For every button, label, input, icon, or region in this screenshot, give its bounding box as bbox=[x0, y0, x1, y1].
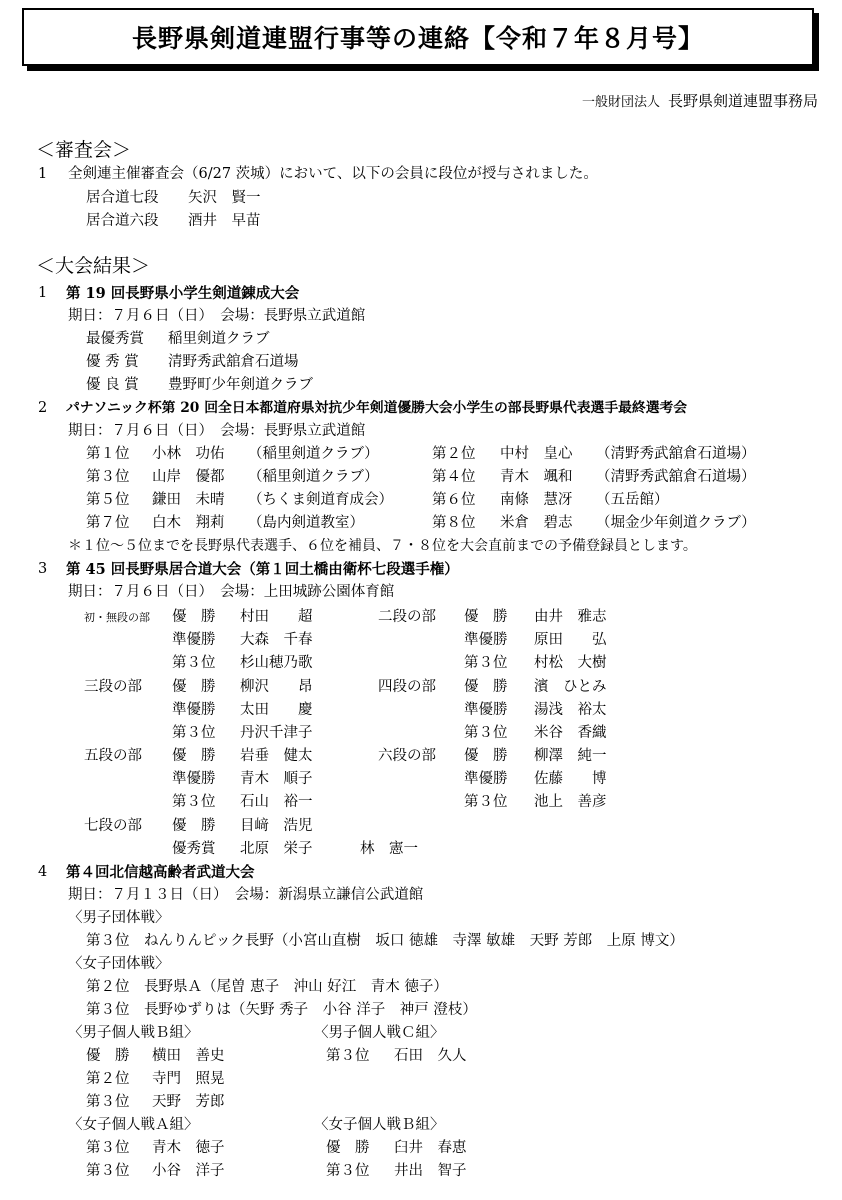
placing-rank: 準優勝 bbox=[464, 632, 508, 648]
placing-name: 林 憲一 bbox=[360, 841, 418, 857]
placing-club: （堀金少年剣道クラブ） bbox=[596, 515, 756, 531]
category-heading: 〈女子団体戦〉 bbox=[68, 956, 170, 972]
placing-rank: 第３位 bbox=[464, 794, 508, 810]
team-result: 第２位 長野県Ａ（尾曽 恵子 沖山 好江 青木 徳子） bbox=[86, 979, 448, 995]
tournament-date: 期日：７月６日（日） 会場：長野県立武道館 bbox=[68, 423, 366, 439]
award-winner: 稲里剣道クラブ bbox=[168, 331, 270, 347]
shinsa-intro: 全剣連主催審査会（6/27 茨城）において、以下の会員に段位が授与されました。 bbox=[68, 166, 598, 182]
placing-club: （五岳館） bbox=[596, 492, 669, 508]
placing-rank: 第３位 bbox=[326, 1163, 370, 1179]
placing-name: 岩垂 健太 bbox=[240, 748, 313, 764]
placing-rank: 優 勝 bbox=[172, 748, 216, 764]
item-number: 2 bbox=[38, 400, 48, 416]
placing-club: （稲里剣道クラブ） bbox=[248, 469, 379, 485]
item-number: 1 bbox=[38, 285, 48, 301]
category-heading: 〈男子団体戦〉 bbox=[68, 910, 170, 926]
member-name: 酒井 早苗 bbox=[188, 213, 261, 229]
placing-rank: 優 勝 bbox=[464, 609, 508, 625]
placing-rank: 第３位 bbox=[172, 794, 216, 810]
placing-club: （島内剣道教室） bbox=[248, 515, 364, 531]
division-label: 初・無段の部 bbox=[84, 611, 150, 624]
org-prefix: 一般財団法人 bbox=[581, 95, 660, 110]
placing-name: 北原 栄子 bbox=[240, 841, 313, 857]
tournament-title: パナソニック杯第 20 回全日本都道府県対抗少年剣道優勝大会小学生の部長野県代表選手最終選考会 bbox=[66, 400, 688, 416]
placing-name: 中村 皇心 bbox=[500, 446, 573, 462]
placing-rank: 優 勝 bbox=[464, 748, 508, 764]
award-label: 最優秀賞 bbox=[86, 331, 144, 347]
category-heading: 〈女子個人戦Ｂ組〉 bbox=[314, 1117, 445, 1133]
placing-rank: 準優勝 bbox=[464, 702, 508, 718]
placing-name: 池上 善彦 bbox=[534, 794, 607, 810]
placing-rank: 第７位 bbox=[86, 515, 130, 531]
member-name: 矢沢 賢一 bbox=[188, 190, 261, 206]
tournament-date: 期日：７月１３日（日） 会場：新潟県立謙信公武道館 bbox=[68, 887, 424, 903]
placing-rank: 第３位 bbox=[464, 655, 508, 671]
placing-name: 鎌田 未晴 bbox=[152, 492, 225, 508]
placing-rank: 準優勝 bbox=[464, 771, 508, 787]
placing-name: 横田 善史 bbox=[152, 1048, 225, 1064]
placing-name: 臼井 春恵 bbox=[394, 1140, 467, 1156]
placing-name: 村田 超 bbox=[240, 609, 313, 625]
placing-name: 目﨑 浩児 bbox=[240, 818, 313, 834]
placing-name: 天野 芳郎 bbox=[152, 1094, 225, 1110]
placing-rank: 第６位 bbox=[432, 492, 476, 508]
tournament-date: 期日：７月６日（日） 会場：長野県立武道館 bbox=[68, 308, 366, 324]
placing-name: 石田 久人 bbox=[394, 1048, 467, 1064]
placing-club: （清野秀武舘倉石道場） bbox=[596, 469, 756, 485]
placing-name: 青木 徳子 bbox=[152, 1140, 225, 1156]
placing-rank: 第５位 bbox=[86, 492, 130, 508]
page-title: 長野県剣道連盟行事等の連絡【令和７年８月号】 bbox=[22, 8, 814, 66]
placing-rank: 優 勝 bbox=[172, 679, 216, 695]
tournament-date: 期日：７月６日（日） 会場：上田城跡公園体育館 bbox=[68, 584, 395, 600]
placing-name: 米谷 香織 bbox=[534, 725, 607, 741]
placing-rank: 第３位 bbox=[86, 469, 130, 485]
placing-name: 大森 千春 bbox=[240, 632, 313, 648]
org-name: 長野県剣道連盟事務局 bbox=[667, 92, 818, 110]
placing-rank: 優 勝 bbox=[464, 679, 508, 695]
item-number: 4 bbox=[38, 864, 48, 880]
placing-club: （ちくま剣道育成会） bbox=[248, 492, 393, 508]
placing-rank: 第３位 bbox=[172, 655, 216, 671]
placing-name: 米倉 碧志 bbox=[500, 515, 573, 531]
placing-name: 原田 弘 bbox=[534, 632, 607, 648]
team-result: 第３位 ねんりんピック長野（小宮山直樹 坂口 徳雄 寺澤 敏雄 天野 芳郎 上原 博文） bbox=[86, 933, 684, 949]
placing-rank: 第２位 bbox=[86, 1071, 130, 1087]
placing-rank: 第３位 bbox=[326, 1048, 370, 1064]
placing-rank: 第３位 bbox=[172, 725, 216, 741]
placing-name: 村松 大樹 bbox=[534, 655, 607, 671]
placing-rank: 優 勝 bbox=[172, 818, 216, 834]
item-number: 1 bbox=[38, 166, 48, 182]
award-label: 優 秀 賞 bbox=[86, 354, 139, 370]
placing-name: 由井 雅志 bbox=[534, 609, 607, 625]
placing-name: 湯浅 裕太 bbox=[534, 702, 607, 718]
placing-rank: 第３位 bbox=[86, 1140, 130, 1156]
placing-rank: 準優勝 bbox=[172, 702, 216, 718]
section-heading-results: ＜大会結果＞ bbox=[36, 255, 151, 277]
placing-rank: 第３位 bbox=[86, 1094, 130, 1110]
placing-rank: 第４位 bbox=[432, 469, 476, 485]
selection-note: ＊１位～５位までを長野県代表選手、６位を補員、７・８位を大会直前までの予備登録員とします。 bbox=[68, 538, 697, 554]
placing-club: （清野秀武舘倉石道場） bbox=[596, 446, 756, 462]
placing-name: 杉山穂乃歌 bbox=[240, 655, 313, 671]
item-number: 3 bbox=[38, 561, 48, 577]
division-label: 七段の部 bbox=[84, 818, 142, 834]
placing-club: （稲里剣道クラブ） bbox=[248, 446, 379, 462]
placing-name: 小林 功佑 bbox=[152, 446, 225, 462]
division-label: 三段の部 bbox=[84, 679, 142, 695]
tournament-title: 第 45 回長野県居合道大会（第１回土橋由衛杯七段選手権） bbox=[66, 561, 459, 578]
placing-name: 太田 慶 bbox=[240, 702, 313, 718]
placing-name: 柳澤 純一 bbox=[534, 748, 607, 764]
placing-name: 佐藤 博 bbox=[534, 771, 607, 787]
placing-name: 丹沢千津子 bbox=[240, 725, 313, 741]
placing-name: 山岸 優都 bbox=[152, 469, 225, 485]
placing-rank: 優 勝 bbox=[86, 1048, 130, 1064]
placing-rank: 優 勝 bbox=[172, 609, 216, 625]
placing-name: 寺門 照晃 bbox=[152, 1071, 225, 1087]
category-heading: 〈男子個人戦Ｂ組〉 bbox=[68, 1025, 199, 1041]
tournament-title: 第４回北信越高齢者武道大会 bbox=[66, 864, 255, 881]
placing-rank: 第１位 bbox=[86, 446, 130, 462]
organization-name bbox=[582, 90, 818, 111]
placing-name: 小谷 洋子 bbox=[152, 1163, 225, 1179]
division-label: 四段の部 bbox=[378, 679, 436, 695]
tournament-title: 第 19 回長野県小学生剣道錬成大会 bbox=[66, 285, 300, 302]
category-heading: 〈女子個人戦Ａ組〉 bbox=[68, 1117, 199, 1133]
placing-name: 柳沢 昂 bbox=[240, 679, 313, 695]
rank-label: 居合道六段 bbox=[86, 213, 159, 229]
placing-rank: 第３位 bbox=[86, 1163, 130, 1179]
division-label: 二段の部 bbox=[378, 609, 436, 625]
rank-label: 居合道七段 bbox=[86, 190, 159, 206]
placing-name: 白木 翔莉 bbox=[152, 515, 225, 531]
award-winner: 清野秀武舘倉石道場 bbox=[168, 354, 299, 370]
placing-rank: 準優勝 bbox=[172, 771, 216, 787]
placing-rank: 第８位 bbox=[432, 515, 476, 531]
placing-name: 青木 順子 bbox=[240, 771, 313, 787]
placing-name: 井出 智子 bbox=[394, 1163, 467, 1179]
team-result: 第３位 長野ゆずりは（矢野 秀子 小谷 洋子 神戸 澄枝） bbox=[86, 1002, 477, 1018]
placing-rank: 第３位 bbox=[464, 725, 508, 741]
placing-rank: 優秀賞 bbox=[172, 841, 216, 857]
section-heading-shinsa: ＜審査会＞ bbox=[36, 139, 132, 161]
award-label: 優 良 賞 bbox=[86, 377, 139, 393]
placing-name: 南條 慧冴 bbox=[500, 492, 573, 508]
placing-name: 石山 裕一 bbox=[240, 794, 313, 810]
placing-name: 濱 ひとみ bbox=[534, 679, 607, 695]
placing-name: 青木 颯和 bbox=[500, 469, 573, 485]
award-winner: 豊野町少年剣道クラブ bbox=[168, 377, 313, 393]
category-heading: 〈男子個人戦Ｃ組〉 bbox=[314, 1025, 445, 1041]
division-label: 五段の部 bbox=[84, 748, 142, 764]
division-label: 六段の部 bbox=[378, 748, 436, 764]
placing-rank: 第２位 bbox=[432, 446, 476, 462]
placing-rank: 準優勝 bbox=[172, 632, 216, 648]
placing-rank: 優 勝 bbox=[326, 1140, 370, 1156]
